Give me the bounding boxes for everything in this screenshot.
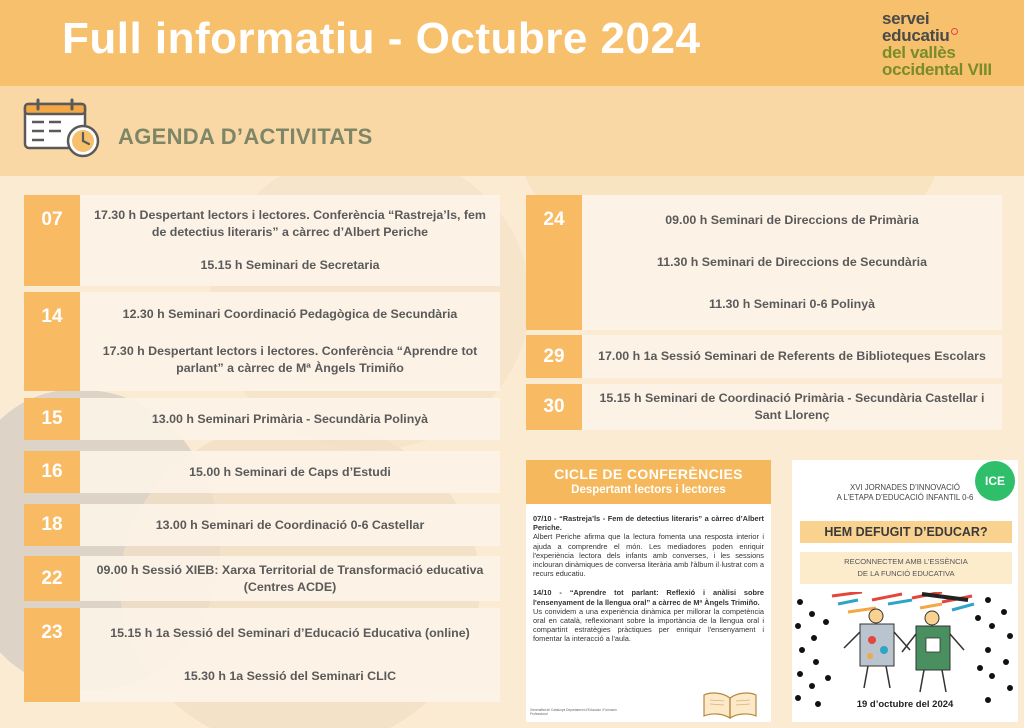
page-title: Full informatiu - Octubre 2024 xyxy=(62,14,701,63)
agenda-item: 15.30 h 1a Sessió del Seminari CLIC xyxy=(183,669,397,683)
agenda-item: 15.15 h Seminari de Secretaria xyxy=(200,258,380,272)
day-number: 22 xyxy=(24,556,80,601)
agenda-row xyxy=(526,384,1002,430)
agenda-item: 17.00 h 1a Sessió Seminari de Referents de Biblioteques Escolars xyxy=(598,349,986,363)
logo-line: educatiu xyxy=(882,26,950,45)
agenda-item: 15.15 h Seminari de Coordinació Primària - Secundària Castellar i Sant Llorenç xyxy=(599,391,985,422)
poster-subtitle xyxy=(792,483,1018,503)
poster-tagline-line: DE LA FUNCIÓ EDUCATIVA xyxy=(857,569,955,578)
agenda-item: 12.30 h Seminari Coordinació Pedagògica de Secundària xyxy=(122,307,458,321)
logo-dot-icon xyxy=(951,28,958,35)
day-number: 29 xyxy=(526,335,582,378)
poster-subtitle-line: XVI JORNADES D’INNOVACIÓ xyxy=(850,483,960,492)
agenda-items xyxy=(80,195,500,286)
agenda-row xyxy=(24,292,500,391)
talk-description: Us convidem a una experiència dinàmica per millorar la competència oral en català, reflexionant sobre la importància de la llengua oral i compartint estratègies pràctiques per enriquir l'ensenyament i fomentar la interacció a l'aula. xyxy=(533,606,764,644)
agenda-item: 15.00 h Seminari de Caps d’Estudi xyxy=(189,464,391,479)
agenda-row xyxy=(24,504,500,546)
agenda-title: AGENDA D’ACTIVITATS xyxy=(118,124,373,149)
agenda-items xyxy=(80,504,500,546)
jornades-poster xyxy=(792,460,1018,722)
servei-educatiu-logo xyxy=(882,10,1022,78)
agenda-item: 17.30 h Despertant lectors i lectores. Conferència “Rastreja’ls, fem de detectius literaris” a càrrec d’Albert Periche xyxy=(94,208,486,239)
talk-title: 14/10 - “Aprendre tot parlant: Reflexió i anàlisi sobre l'ensenyament de la llengua oral” a càrrec de Mª Àngels Trimiño. xyxy=(533,588,764,607)
agenda-row xyxy=(24,556,500,601)
agenda-row xyxy=(24,608,500,702)
agenda-item: 09.00 h Seminari de Direccions de Primària xyxy=(665,212,919,227)
ice-badge: ICE xyxy=(975,461,1015,501)
agenda-row xyxy=(24,195,500,286)
header-banner xyxy=(0,0,1024,86)
agenda-items xyxy=(582,384,1002,430)
day-number: 07 xyxy=(24,195,80,286)
agenda-item: 15.15 h 1a Sessió del Seminari d’Educació Educativa (online) xyxy=(110,626,470,640)
day-number: 24 xyxy=(526,195,582,330)
agenda-items xyxy=(80,398,500,440)
agenda-item: 11.30 h Seminari de Direccions de Secundària xyxy=(657,254,927,269)
agenda-item: 09.00 h Sessió XIEB: Xarxa Territorial de Transformació educativa (Centres ACDE) xyxy=(96,562,484,594)
agenda-items xyxy=(80,451,500,493)
conference-footer xyxy=(526,686,771,722)
conference-body xyxy=(526,504,771,644)
conference-cycle-box xyxy=(526,460,771,722)
agenda-row xyxy=(526,335,1002,378)
day-number: 18 xyxy=(24,504,80,546)
conference-title: CICLE DE CONFERÈNCIES xyxy=(554,466,743,482)
poster-date: 19 d’octubre del 2024 xyxy=(856,699,954,710)
day-number: 14 xyxy=(24,292,80,391)
agenda-items xyxy=(80,292,500,391)
calendar-clock-icon xyxy=(22,98,102,160)
agenda-items xyxy=(582,195,1002,330)
day-number: 15 xyxy=(24,398,80,440)
talk-title: 07/10 - “Rastreja’ls - Fem de detectius literaris” a càrrec d’Albert Periche. xyxy=(533,514,764,533)
talk-description: Albert Periche afirma que la lectura fomenta una resposta interior i ajuda a comprendre el món. Les mediadores poden enriquir l'experiència lectora dels infants amb converses, i les sessions inclouran dinàmiques de conversa literària amb l'àlbum il·lustrat com a recurs educatiu. xyxy=(533,532,764,579)
logo-line: servei xyxy=(882,9,930,28)
day-number: 23 xyxy=(24,608,80,702)
open-book-icon xyxy=(702,690,758,720)
agenda-row xyxy=(24,451,500,493)
poster-subtitle-line: A L’ETAPA D’EDUCACIÓ INFANTIL 0-6 xyxy=(836,493,974,502)
agenda-item: 13.00 h Seminari de Coordinació 0-6 Castellar xyxy=(155,517,425,532)
agenda-item: 17.30 h Despertant lectors i lectores. Conferència “Aprendre tot parlant” a càrrec de Mª Àngels Trimiño xyxy=(102,344,478,375)
conference-subtitle: Despertant lectors i lectores xyxy=(571,484,726,496)
agenda-items xyxy=(80,608,500,702)
agenda-row xyxy=(526,195,1002,330)
agenda-items xyxy=(80,556,500,601)
day-number: 16 xyxy=(24,451,80,493)
poster-tagline xyxy=(800,552,1012,584)
agenda-item: 11.30 h Seminari 0-6 Polinyà xyxy=(709,297,875,312)
agenda-row xyxy=(24,398,500,440)
poster-main-title: HEM DEFUGIT D’EDUCAR? xyxy=(800,521,1012,543)
day-number: 30 xyxy=(526,384,582,430)
logo-line: del vallès xyxy=(882,43,956,62)
agenda-items xyxy=(582,335,1002,378)
generalitat-logo: Generalitat de Catalunya Departament d'Educació i Formació Professional xyxy=(530,708,617,716)
agenda-item: 13.00 h Seminari Primària - Secundària Polinyà xyxy=(151,411,429,426)
logo-line: occidental VIII xyxy=(882,60,992,79)
poster-tagline-line: RECONNECTEM AMB L’ESSÈNCIA xyxy=(844,557,968,566)
conference-header xyxy=(526,460,771,504)
